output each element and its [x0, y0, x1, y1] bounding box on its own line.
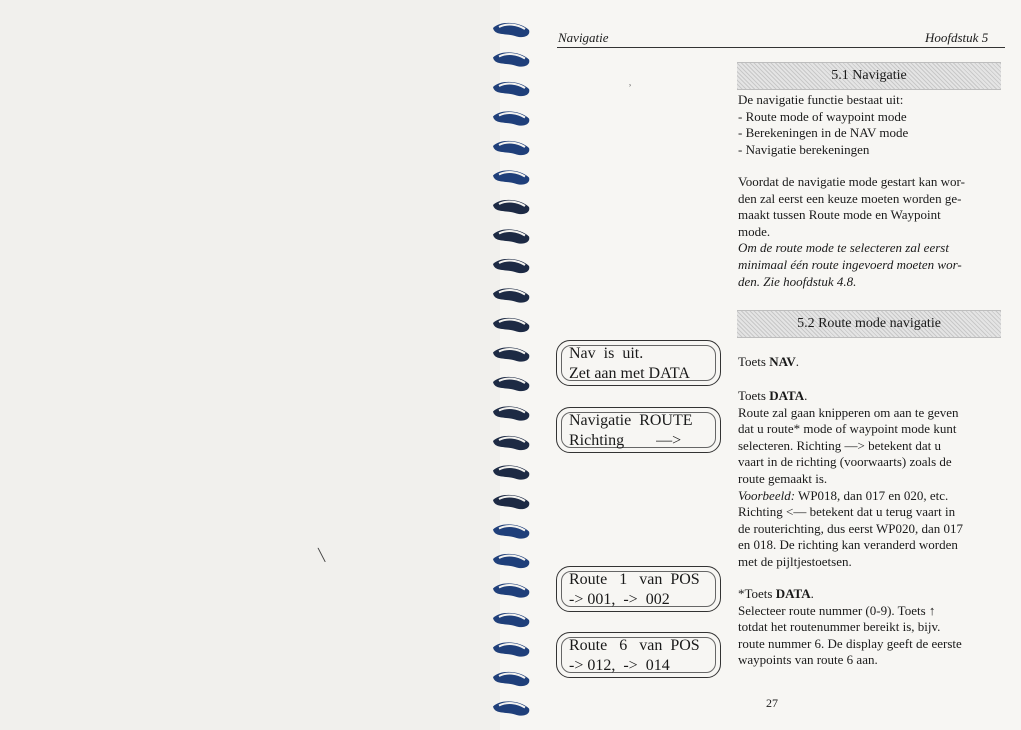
paragraph-line: mode. — [738, 223, 771, 239]
list-item: - Berekeningen in de NAV mode — [738, 125, 909, 141]
display-route-6 — [556, 632, 721, 678]
section-title-5-2: 5.2 Route mode navigatie — [737, 310, 1001, 338]
step-nav — [738, 354, 1008, 371]
section-1-intro: De navigatie functie bestaat uit: — [738, 92, 904, 107]
step-prefix: Toets — [738, 354, 770, 369]
example-label: Voorbeeld: — [738, 487, 796, 503]
display-line: Zet aan met DATA — [569, 365, 690, 382]
display-route-1 — [556, 566, 721, 612]
stray-mark: ╲ — [318, 548, 326, 562]
section-title-5-1: 5.1 Navigatie — [737, 62, 1001, 90]
note-line: den. Zie hoofdstuk 4.8. — [738, 273, 857, 289]
left-page-blank — [0, 0, 500, 730]
key-nav: NAV — [769, 354, 796, 369]
step-suffix: . — [810, 586, 814, 601]
key-data: DATA — [769, 388, 805, 403]
paragraph-line: Selecteer route nummer (0-9). Toets ↑ — [738, 602, 936, 618]
paragraph-line: route nummer 6. De display geeft de eerste — [738, 635, 962, 651]
paragraph-line: en 018. De richting kan veranderd worden — [738, 537, 958, 553]
header-rule — [557, 47, 1005, 48]
step-suffix: . — [804, 388, 808, 403]
display-line: Navigatie ROUTE — [569, 412, 693, 429]
key-data: DATA — [775, 586, 811, 601]
step-select-route — [738, 586, 1013, 669]
spiral-binding — [487, 12, 537, 722]
display-line: Route 6 van POS — [569, 637, 700, 654]
step-prefix: Toets — [738, 388, 770, 403]
step-suffix: . — [795, 354, 799, 369]
header-chapter-number: Hoofdstuk 5 — [925, 30, 989, 45]
step-data — [738, 388, 1013, 571]
paragraph-line: route gemaakt is. — [738, 470, 828, 486]
header-chapter-topic: Navigatie — [558, 30, 609, 45]
step-prefix: *Toets — [738, 586, 776, 601]
display-line: -> 012, -> 014 — [569, 657, 670, 674]
paragraph-line: met de pijltjestoetsen. — [738, 553, 852, 569]
paragraph-line: de routerichting, dus eerst WP020, dan 017 — [738, 520, 964, 536]
paragraph-line: dat u route* mode of waypoint mode kunt — [738, 421, 957, 437]
example-text: WP018, dan 017 en 020, etc. — [795, 487, 949, 503]
paragraph-line: totdat het routenummer bereikt is, bijv. — [738, 619, 941, 635]
note-line: minimaal één route ingevoerd moeten wor- — [738, 256, 962, 272]
paragraph-line: Voordat de navigatie mode gestart kan wor- — [738, 174, 965, 189]
paragraph-line: maakt tussen Route mode en Waypoint — [738, 207, 941, 223]
note-line: Om de route mode te selecteren zal eerst — [738, 240, 949, 256]
list-item: - Route mode of waypoint mode — [738, 108, 907, 124]
stray-mark: ˒ — [628, 76, 632, 90]
list-item: - Navigatie berekeningen — [738, 141, 870, 157]
display-line: -> 001, -> 002 — [569, 591, 670, 608]
display-line: Route 1 van POS — [569, 571, 700, 588]
paragraph-line: Route zal gaan knipperen om aan te geven — [738, 404, 959, 420]
section-1-paragraph — [738, 174, 1008, 290]
display-nav-off — [556, 340, 721, 386]
display-line: Richting —> — [569, 432, 682, 449]
paragraph-line: selecteren. Richting —> betekent dat u — [738, 437, 941, 453]
display-line: Nav is uit. — [569, 345, 644, 362]
paragraph-line: Richting <— betekent dat u terug vaart in — [738, 504, 956, 520]
section-1-list — [738, 92, 1008, 158]
paragraph-line: vaart in de richting (voorwaarts) zoals de — [738, 454, 952, 470]
display-navigatie-route — [556, 407, 721, 453]
page-number: 27 — [766, 696, 778, 710]
paragraph-line: den zal eerst een keuze moeten worden ge- — [738, 190, 962, 206]
paragraph-line: waypoints van route 6 aan. — [738, 652, 878, 668]
